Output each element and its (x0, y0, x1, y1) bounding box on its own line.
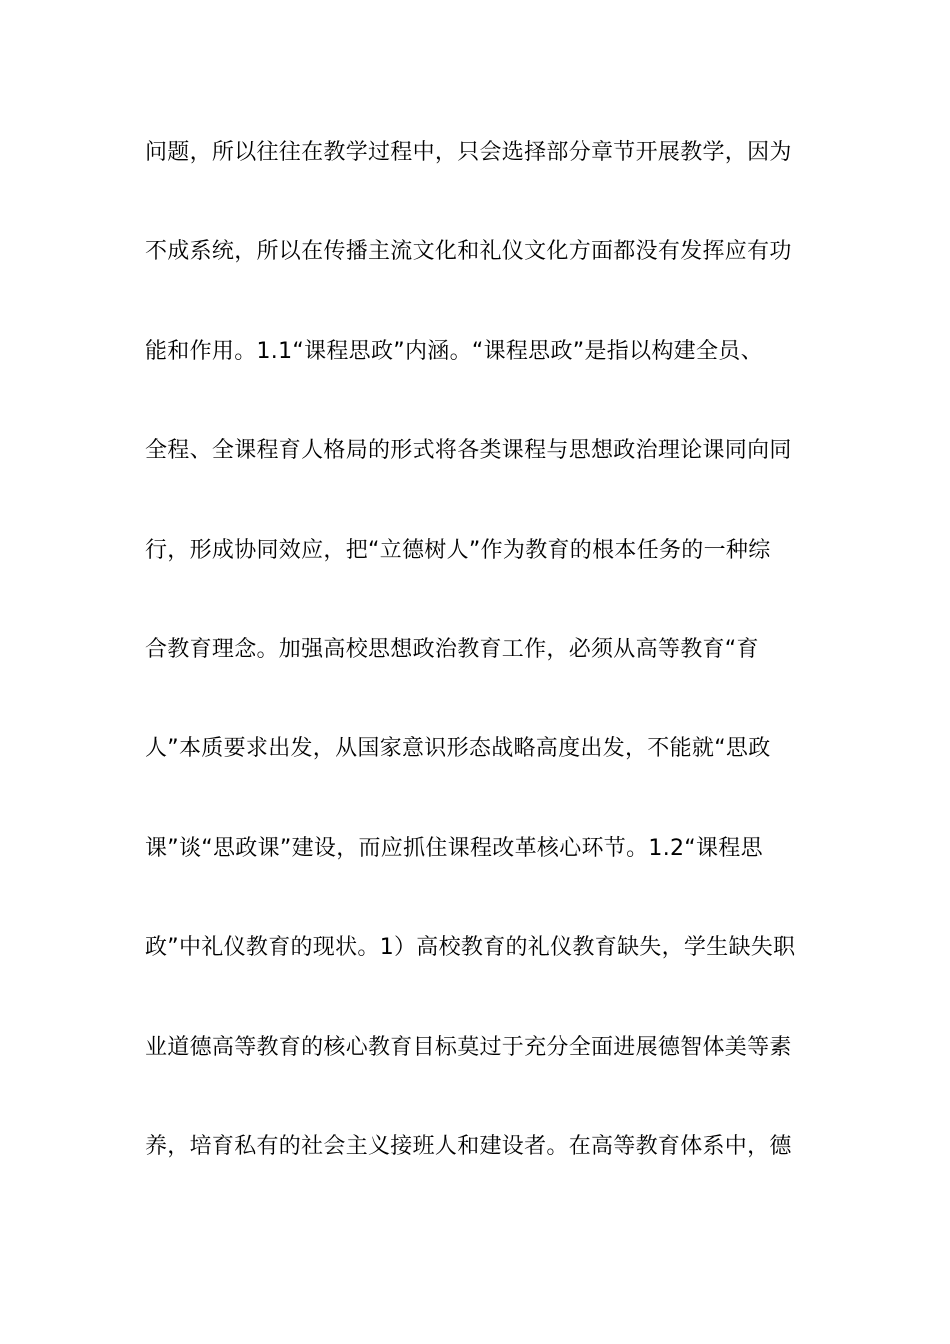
text-line: 不成系统，所以在传播主流文化和礼仪文化方面都没有发挥应有功 (145, 239, 792, 265)
text-line: 人”本质要求出发，从国家意识形态战略高度出发，不能就“思政 (145, 736, 771, 762)
text-line: 全程、全课程育人格局的形式将各类课程与思想政治理论课同向同 (145, 438, 792, 464)
text-line: 合教育理念。加强高校思想政治教育工作，必须从高等教育“育 (145, 636, 759, 662)
text-line: 养，培育私有的社会主义接班人和建设者。在高等教育体系中，德 (145, 1133, 792, 1159)
text-line: 业道德高等教育的核心教育目标莫过于充分全面进展德智体美等素 (145, 1034, 792, 1060)
text-line: 行，形成协同效应，把“立德树人”作为教育的根本任务的一种综 (145, 537, 771, 563)
text-line: 能和作用。1.1“课程思政”内涵。“课程思政”是指以构建全员、 (145, 338, 763, 364)
text-line: 课”谈“思政课”建设，而应抓住课程改革核心环节。1.2“课程思 (145, 835, 763, 861)
text-line: 政”中礼仪教育的现状。1）高校教育的礼仪教育缺失，学生缺失职 (145, 935, 796, 961)
text-line: 问题，所以往往在教学过程中，只会选择部分章节开展教学，因为 (145, 140, 792, 165)
body-text (145, 128, 810, 1221)
